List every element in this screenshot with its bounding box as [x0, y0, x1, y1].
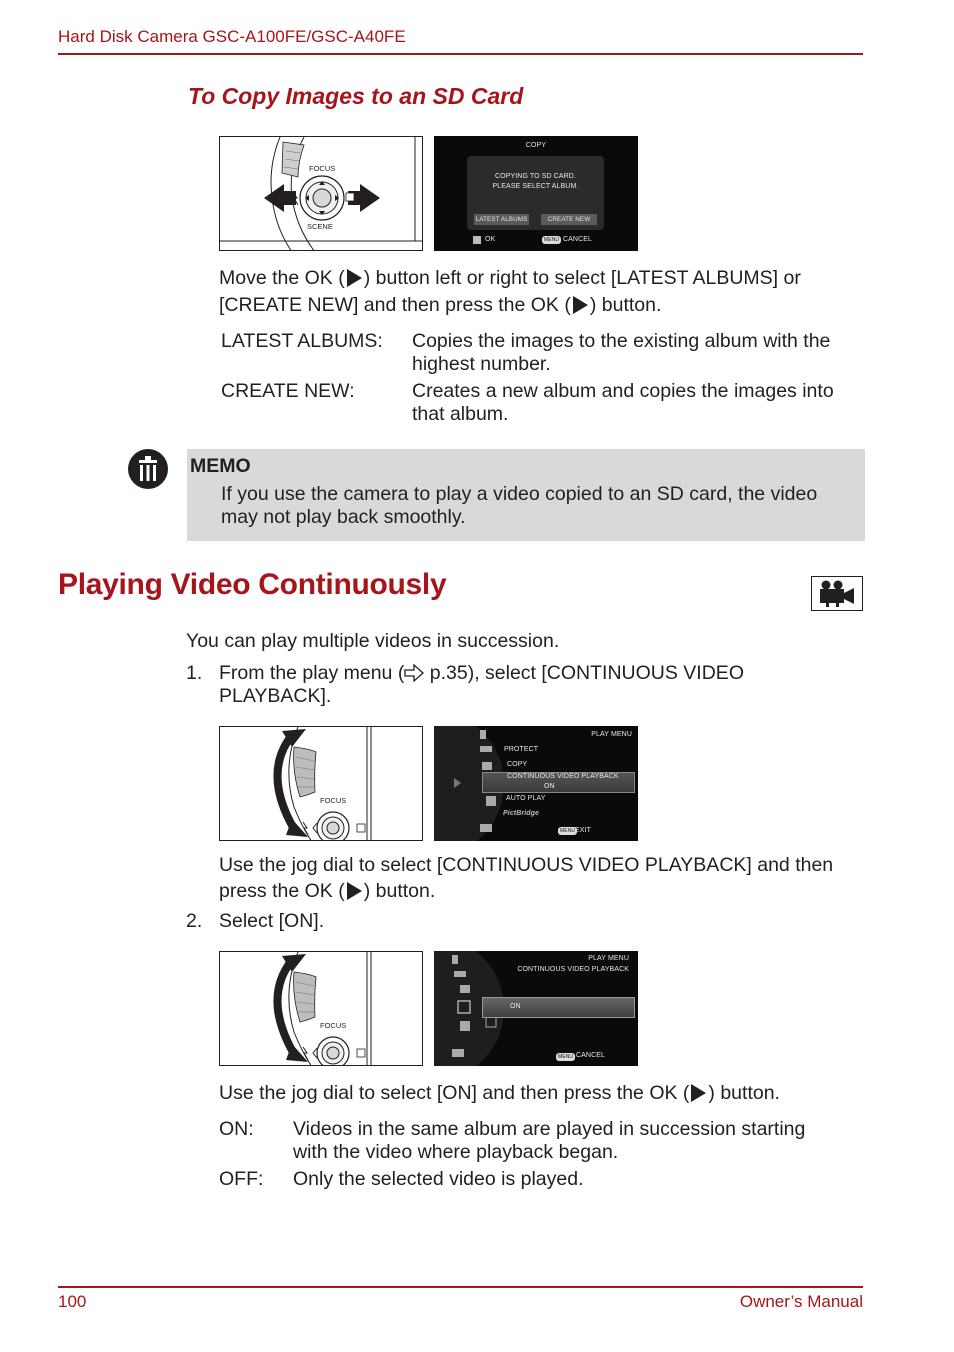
- screen-title-play-menu: PLAY MENU: [591, 731, 632, 738]
- menu-button-icon: MENU: [560, 828, 576, 834]
- ok-button-icon: [347, 882, 362, 900]
- copy-instruction-line1: Move the OK ( ) button left or right to select [LATEST ALBUMS] or: [219, 267, 801, 289]
- memo-line1: If you use the camera to play a video copied to an SD card, the video: [221, 483, 818, 505]
- memo-title: MEMO: [190, 455, 251, 477]
- menu-item-auto-play[interactable]: AUTO PLAY: [506, 795, 546, 802]
- menu-item-protect[interactable]: PROTECT: [504, 746, 539, 753]
- instr1-line2: press the OK ( ) button.: [219, 880, 436, 902]
- ok-label: OK: [485, 236, 496, 243]
- def-term-latest-albums: LATEST ALBUMS:: [221, 330, 383, 352]
- def-term-create-new: CREATE NEW:: [221, 380, 355, 402]
- dial-illustration-copy: [219, 136, 423, 251]
- ok-button-icon: [473, 236, 481, 244]
- ok-button-icon: [691, 1084, 706, 1102]
- copy-dialog: [467, 156, 604, 230]
- play-intro: You can play multiple videos in succession.: [186, 630, 560, 652]
- step2-number: 2.: [186, 910, 203, 932]
- step1-number: 1.: [186, 662, 203, 684]
- section-title-play: Playing Video Continuously: [58, 568, 447, 601]
- step1-line2: PLAYBACK].: [219, 685, 332, 707]
- page-reference-icon: [404, 664, 424, 689]
- play-menu-screen: [434, 726, 638, 841]
- footer-rule: [58, 1286, 863, 1288]
- jog-dial-illustration-2: [219, 951, 423, 1066]
- memo-icon: [127, 448, 169, 495]
- jog-dial-rotate-icon: [220, 727, 423, 841]
- movie-camera-icon: [811, 576, 863, 611]
- screen-title-copy: COPY: [525, 142, 547, 149]
- continuous-playback-screen: [434, 951, 638, 1066]
- def-desc-latest-line2: highest number.: [412, 353, 551, 375]
- menu-button-icon: MENU: [544, 237, 560, 243]
- def-desc-latest-line1: Copies the images to the existing album with the: [412, 330, 831, 352]
- copy-screen: [434, 136, 638, 251]
- section-title-copy: To Copy Images to an SD Card: [188, 83, 524, 109]
- menu-item-copy[interactable]: COPY: [507, 761, 528, 768]
- jog-dial-illustration-1: [219, 726, 423, 841]
- latest-albums-button[interactable]: LATEST ALBUMS: [475, 216, 528, 223]
- menu-item-pictbridge[interactable]: PictBridge: [503, 810, 540, 817]
- copy-message-line2: PLEASE SELECT ALBUM.: [492, 183, 579, 190]
- copy-message-line1: COPYING TO SD CARD.: [495, 173, 576, 180]
- screen-subtitle: CONTINUOUS VIDEO PLAYBACK: [517, 966, 629, 973]
- step1-line1: From the play menu ( p.35), select [CONTINUOUS VIDEO: [219, 662, 744, 689]
- scene-label: SCENE: [307, 222, 333, 231]
- memo-line2: may not play back smoothly.: [221, 506, 466, 528]
- def-desc-on-line1: Videos in the same album are played in succession starting: [293, 1118, 806, 1140]
- exit-label: EXIT: [575, 827, 591, 834]
- def-term-off: OFF:: [219, 1168, 264, 1190]
- def-term-on: ON:: [219, 1118, 254, 1140]
- focus-label: FOCUS: [320, 796, 347, 805]
- option-on-highlight[interactable]: [482, 997, 635, 1018]
- option-on[interactable]: ON: [510, 1003, 521, 1010]
- focus-label: FOCUS: [320, 1021, 347, 1030]
- def-desc-on-line2: with the video where playback began.: [293, 1141, 619, 1163]
- instr1-line1: Use the jog dial to select [CONTINUOUS VIDEO PLAYBACK] and then: [219, 854, 834, 876]
- def-desc-create-line2: that album.: [412, 403, 509, 425]
- memo-box: [187, 449, 865, 541]
- focus-label: FOCUS: [309, 164, 336, 173]
- page-number: 100: [58, 1292, 87, 1311]
- def-desc-create-line1: Creates a new album and copies the images into: [412, 380, 834, 402]
- screen-title-play-menu: PLAY MENU: [588, 955, 629, 962]
- create-new-button[interactable]: CREATE NEW: [541, 214, 597, 225]
- header-rule: [58, 53, 863, 55]
- step2-text: Select [ON].: [219, 910, 325, 932]
- footer-manual-title: Owner’s Manual: [739, 1292, 863, 1311]
- jog-dial-rotate-icon: [220, 952, 423, 1066]
- ok-button-icon: [573, 296, 588, 314]
- def-desc-off: Only the selected video is played.: [293, 1168, 584, 1190]
- ok-dial-left-right-icon: [220, 137, 423, 251]
- running-header: Hard Disk Camera GSC-A100FE/GSC-A40FE: [58, 27, 406, 46]
- menu-item-continuous-value: ON: [544, 783, 555, 790]
- ok-button-icon: [347, 269, 362, 287]
- copy-instruction-line2: [CREATE NEW] and then press the OK ( ) button.: [219, 294, 662, 316]
- cancel-label: CANCEL: [576, 1052, 605, 1059]
- cancel-label: CANCEL: [563, 236, 592, 243]
- menu-button-icon: MENU: [558, 1054, 574, 1060]
- menu-item-continuous-video-playback[interactable]: CONTINUOUS VIDEO PLAYBACK: [507, 773, 619, 780]
- instr2-line: Use the jog dial to select [ON] and then press the OK ( ) button.: [219, 1082, 780, 1104]
